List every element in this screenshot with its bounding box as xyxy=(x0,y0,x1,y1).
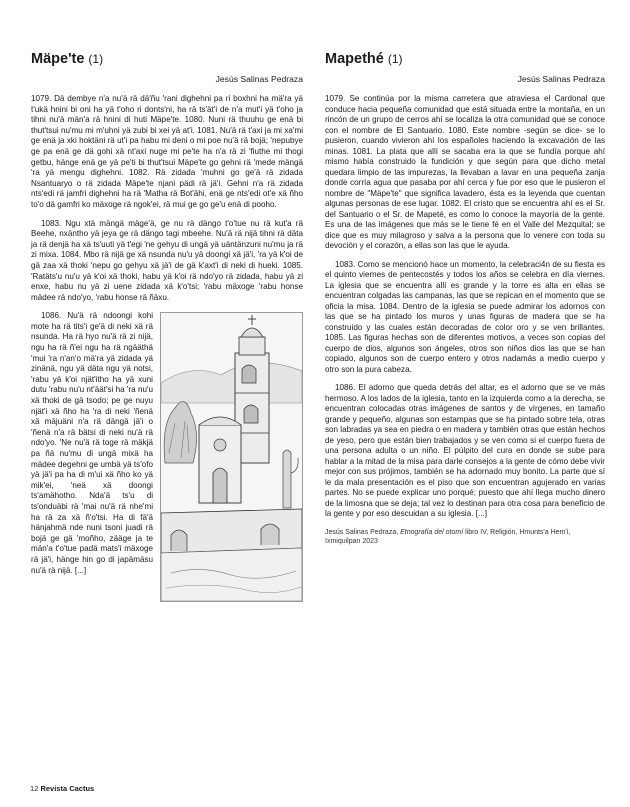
spanish-author: Jesús Salinas Pedraza xyxy=(517,74,605,84)
otomi-title-text: Mäpe'te xyxy=(31,51,85,67)
caption-details: libro IV, Religión, Hmunts'a Hem'i, Ixmiquilpan 2023 xyxy=(325,528,571,545)
spanish-title-text: Mapethé xyxy=(325,51,384,67)
spanish-paragraph-1083: 1083. Como se mencionó hace un momento, la celebraci4n de su fiesta es el quinto viernes de pentecostés y todos los años se celebra en día viernes. La iglesia que se encuentra allí es grande y la torre es alta en ellas se encuentran colgadas las campanas, las que se repican en el momento que se oficia la misa. 1084. Dentro de la iglesia se puede admirar los adornos con las que se ha pintado los muros y unas figuras de madera que se ha construido y las cuales están decoradas de color oro y se ven brillantes. 1085. Las figuras hechas son de diferentes motivos, a veces son copias del cuerpo de dios, algunos son ángeles, otros son niños dios las que se han copiado, algunos son de cuerpo entero y otros nadamás a medio cuerpo y otro son la pura cabeza. xyxy=(325,259,605,374)
otomi-paragraph-1086: 1086. Nu'ä rä ndoongi kohi mote ha rä tits'i ge'ä di neki xä rä nsunda. Ha rä hyo nu'ä rä zi nijä, ngu ha rä ñ'ei ngu ha rä ngääthä 'mui 'ra n'an'o mä'ra yä zidada yä zinänä, ngu yä däta ngu yä notsi, 'rabu yä k'oi njät'itho ha yä xuni dutu 'rabu nu'u nt'äät'si ha 'ra nu'u xä thoki de gä tsodo; pe ge nuyu njät'i xä ñho ha 'ra di neki 'ñenä xä mäjuäni n'a rä dängä jä'i o 'ñenä n'a rä bätsi di neki nu'ä rä ndo'yo. 'Ne nu'ä rä toge rä mäkjä pa ñä nu'mu di ungä mixä ha mädee degehni ge umbä yä ts'ofo yä jä'i pa ha di m'ui xä ñho ko yä mik'ei, 'neä xä doongi ts'amähotho. Nda'ä ts'u di ts'onduäbi rä 'mai nu'ä rä nhe'mi ha rä za xä ñ'o'tsi. Ha di fä'ä hänjahmä nde nuni tsoni juadi rä bojä ge gä 'moñho, zääge ja te män'a t'o'tue padä mats'i mäxoge rä jä'i, hänge hin go di japämäsu nu'ä rä nijä. [...] xyxy=(31,311,153,575)
otomi-paragraph-1079: 1079. Dä dembye n'a nu'ä rä dä'ñu 'rani dighehni pa ri boxhni ha mä'ra yä t'ukä hnini bi oni ha yä t'oho ri donts'ni, ha rä ts'ät'i de n'a mut'i yä t'oho ja tihni nu'ä män'a rä hnini di huti Mäpe'te. 1080. Nuni rä thuuhu ge enä bi thut'tsui nu'mu mi m'uhni yä zubi bi xei yä at'i. 1081. Nu'ä rä t'axi ja mi xa'mi ge enä ja xki hoktäni rä ut'i pa habu mi deni o mi poe nu'ä rä bojä; 'nepubye ge pa enä ge dä gohi xä nt'axi nuge mi pe'te ha n'a rä zi 'fiuthe mi thogi getbu, hänge enä ge yä pe'ti bi thut'tsui Mäpe'te go gehni rä 'mede mängä 'ra yä mengu dighehni. 1082. Rä zidada 'muhni go ge'ä rä zidada Nsantuaryo o rä zidada Mäpe'te njani pädi rä jä'i. Gehni n'a rä zidada nts'edi rä jamfri dighehni ha rä 'Matha rä Bot'ähi, enä ge nts'edi ot'e xä ñho to'o dä gamfri ko mäxoge rä ngok'ei, rä mui ge go ge'u enä di pooho. xyxy=(31,94,303,209)
source-caption xyxy=(325,528,605,546)
otomi-title xyxy=(31,50,303,68)
page-number: 12 xyxy=(30,784,39,793)
otomi-paragraph-1083: 1083. Ngu xtä mängä mäge'ä, ge nu rä dängo t'o'tue nu rä kut'a rä Beehe, nxäntho yä jeya ge rä dängo tagi mbeehe. Nu'ä rä nijä tihni rä däta ja rä denjä ha xä ts'uuti yä t'egi 'ne gehyu di ungä yä uäntänzuni nu'mu ja rä zi mixa. 1084. Mbo rä nijä ge xä nsunda nu'u yä doongi xä jä'i, 'ra yä k'oi de gä zaa xä thoki 'nepu go gehyu xä jä'i de gä k'axt'i di neki di hueki. 1085. 'Ratäts'u nu'u yä k'oi xä thoki, habu yä k'oi rä ndo'yo rä zidada, habu yä zi enxe, habu nu yä zi uene zidada xä k'o'tsi; 'rabu mäxoge 'rabu honse mädee rä ndo'yo, 'rabu honse rä ñäxu. xyxy=(31,218,303,302)
spanish-paragraph-1086: 1086. El adorno que queda detrás del altar, es el adorno que se ve más hermoso. A los lados de la iglesia, tanto en la izquierda como a la derecha, se encuentran colocadas otras imágenes de santos y de vírgenes, en tamaño grande y pequeño, algunas son estampas que se ha pintado sobre tela, otras son labradas ya sea en piedra o en madera y también otras que están hechos de yeso, pero que están bien trabajados y se ven como si el cuerpo fuera de una persona adulta o un niño. El púlpito del cura en donde se sube para hablar a la mitad de la misa para darle consejos a la gente de cómo debe vivir mejor con sus prójimos, también se ha adornado muy bonito. La parte que sí le da mala presentación es el piso que son encuentran agujerado en varias partes. No se puede explicar uno porqué; puesto que ahí llega mucho dinero de la limosna que se deja; tal vez lo destinan para otra cosa para beneficio de la gente y por eso descuidan a su iglesia. [...] xyxy=(325,383,605,518)
caption-author: Jesús Salinas Pedraza, xyxy=(325,528,401,536)
church-illustration xyxy=(160,312,303,602)
magazine-name: Revista Cactus xyxy=(40,784,95,793)
spanish-title xyxy=(325,50,605,68)
spanish-paragraph-1079: 1079. Se continúa por la misma carretera que atraviesa el Cardonal que conduce hacia pequeña comunidad que está situada entre la montaña, en un rincón de un grupo de cerros ahí se localiza la otra comunidad que se conoce con el nombre de El Santuario. 1080. Este nombre -según se dice- se lo pusieron, cuando vivieron ahí los españoles haciendo la excavación de las minas. 1081. La plata que allí se sacaba era la que se fundía porque ahí mismo había construido la fundición y que según para que dicho metal quedara limpio de las impurezas, la llevaban a lavar en una pequeña zanja donde corría agua que pasaba por ahí cerca y fue por eso que le pusieron el nombre de "Mäpe'te" que significa lavadero, ésta es la leyenda que cuentan algunas personas de ese lugar. 1082. El cristo que se encuentra ahí es el Sr. del Santuario o el Sr. de Mapeté, es como lo conoce la mayoría de la gente. Es una de las imágenes que más se le tiene fé en el Valle del Mezquital; se dice que es muy milagroso y salva a la persona que lo venere con toda su devoción y el corazón, a ellas son las que le ayuda. xyxy=(325,94,605,250)
otomi-author: Jesús Salinas Pedraza xyxy=(215,74,303,84)
caption-book-title: Etnografía del otomí xyxy=(400,528,464,536)
otomi-title-number: (1) xyxy=(88,52,104,66)
page-footer xyxy=(30,784,94,793)
spanish-title-number: (1) xyxy=(387,52,403,66)
church-illustration-icon xyxy=(161,313,302,601)
otomi-column xyxy=(31,50,303,604)
spanish-column xyxy=(325,50,605,546)
